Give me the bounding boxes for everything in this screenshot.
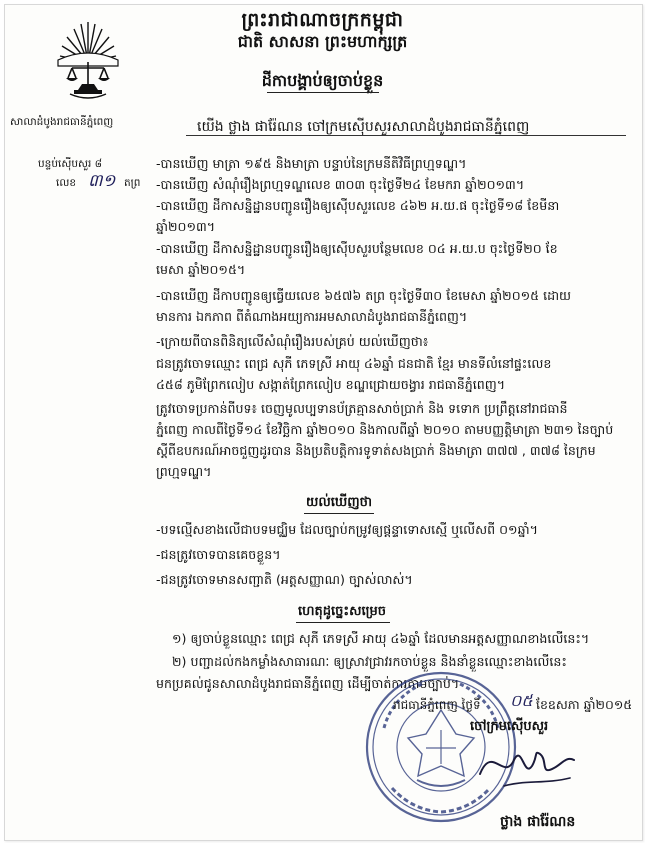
charge-line: ត្រូវចោទប្រកាន់ពីបទ៖ ចេញមូលប្បទានប័ត្រគ្មានសាច់ប្រាក់ និង ទទោក ប្រព្រឹត្តនៅរាជធានី xyxy=(156,401,568,416)
considering-item: -បទល្មើសខាងលើជាបទមជ្ឈិម ដែលច្បាប់កម្រូវឲ្យផ្តន្ទាទោសស្មើ ឬលើសពី ០១ឆ្នាំ។ xyxy=(156,522,538,537)
national-motto: ជាតិ សាសនា ព្រះមហាក្សត្រ xyxy=(237,32,408,51)
considering-item: -ជនត្រូវចោទមានសញ្ជាតិ (អត្តសញ្ញាណ) ច្បាស់លាស់។ xyxy=(156,572,413,587)
investigation-office-label: បន្ទប់ស៊ើបសួរ ៨ xyxy=(38,158,103,170)
whereas-line: ឆ្នាំ២០១៣។ xyxy=(156,219,216,234)
whereas-line: -បានឃើញ ដីកាសន្និដ្ឋានបញ្ជូនរឿងឲ្យស៊ើបសួរលេខ ៤៦២ អ.យ.ផ ចុះថ្ងៃទី១៨ ខែមីនា xyxy=(156,198,560,213)
document-title: ដីកាបង្គាប់ឲ្យចាប់ខ្លួន xyxy=(261,71,384,90)
whereas-line: -បានឃើញ សំណុំរឿងព្រហ្មទណ្ឌលេខ ៣០៣ ចុះថ្ងៃទី២៤ ខែមករា ឆ្នាំ២០១៣។ xyxy=(156,177,525,192)
title-underline xyxy=(267,92,379,93)
accused-identity-line: ជនត្រូវចោទឈ្មោះ ពេជ្រ សុភី ភេទស្រី អាយុ ៤៦ឆ្នាំ ជនជាតិ ខ្មែរ មានទីលំនៅផ្ទះលេខ xyxy=(156,356,552,371)
decision-item: ២) បញ្ជាដល់កងកម្លាំងសាធារណៈ ឲ្យស្រាវជ្រាវរកចាប់ខ្លួន និងនាំខ្លួនឈ្មោះខាងលើនេះ xyxy=(172,654,567,669)
subtitle-rule xyxy=(186,135,626,136)
considering-item: -ជនត្រូវចោទបានគេចខ្លួន។ xyxy=(156,547,281,562)
signature-icon xyxy=(474,720,584,800)
decision-underline xyxy=(296,622,390,623)
reference-suffix: តព្រ xyxy=(124,177,141,189)
accused-address-line: ៤៥៨ ភូមិព្រែកលៀប សង្កាត់ព្រែកលៀប ខណ្ឌជ្រោយចង្វារ រាជធានីភ្នំពេញ។ xyxy=(156,377,505,392)
place-date-prefix: រាជធានីភ្នំពេញ ថ្ងៃទី xyxy=(393,698,481,712)
whereas-line: -ក្រោយពីបានពិនិត្យលើសំណុំរឿងរបស់គ្រប់ យល់ឃើញថា៖ xyxy=(156,334,429,349)
whereas-line: -បានឃើញ មាត្រា ១៩៥ និងមាត្រា បន្ទាប់នៃក្រមនីតិវិធីព្រហ្មទណ្ឌ។ xyxy=(156,156,467,171)
considering-heading: យល់ឃើញថា xyxy=(306,495,373,510)
document-subtitle: យើង ថ្លាង ផារ៉ែណន ចៅក្រមស៊ើបសួរសាលាដំបូងរាជធានីភ្នំពេញ xyxy=(197,119,530,135)
decision-heading: ហេតុដូច្នេះសម្រេច xyxy=(298,604,386,619)
whereas-line: មេសា ឆ្នាំ២០១៥។ xyxy=(156,262,246,277)
whereas-line: -បានឃើញ ដីកាបញ្ជូនឲ្យធ្វើយលេខ ៦៥៧៦ តព្រ ចុះថ្ងៃទី៣០ ខែមេសា ឆ្នាំ២០១៥ ដោយ xyxy=(156,288,572,303)
decision-item: មកប្រគល់ជូនសាលាដំបូងរាជធានីភ្នំពេញ ដើម្បីចាត់ការតាមច្បាប់។ xyxy=(156,676,460,691)
kingdom-title: ព្រះរាជាណាចក្រកម្ពុជា xyxy=(241,9,404,31)
decision-item: ១) ឲ្យចាប់ខ្លួនឈ្មោះ ពេជ្រ សុភី ភេទស្រី អាយុ ៤៦ឆ្នាំ ដែលមានអត្តសញ្ញាណខាងលើនេះ។ xyxy=(172,631,590,646)
considering-underline xyxy=(304,513,374,514)
reference-number-value: ៣១ xyxy=(88,171,116,191)
judge-title: ចៅក្រមស៊ើបសួរ xyxy=(470,719,549,734)
date-day-value: ០៥ xyxy=(510,691,533,710)
whereas-line: មានការ ឯកភាព ពីតំណាងអយ្យការអមសាលាដំបូងរាជធានីភ្នំពេញ។ xyxy=(156,309,468,324)
place-date-suffix: ខែឧសភា ឆ្នាំ២០១៥ xyxy=(536,697,633,712)
whereas-line: -បានឃើញ ដីកាសន្និដ្ឋានបញ្ជូនរឿងឲ្យស៊ើបសួរបន្ថែមលេខ ០៤ អ.យ.ប ចុះថ្ងៃទី២០ ខែ xyxy=(156,241,558,256)
reference-number-label: លេខ xyxy=(56,177,76,189)
court-name: សាលាដំបូងរាជធានីភ្នំពេញ xyxy=(10,116,114,128)
judge-name: ថ្លាង ផារ៉ែណន xyxy=(500,814,576,830)
charge-line: ព្រហ្មទណ្ឌ។ xyxy=(156,464,212,479)
charge-line: ភ្នំពេញ កាលពីថ្ងៃទី១៤ ខែវិច្ឆិកា ឆ្នាំ២០១០ និងកាលពីឆ្នាំ ២០១០ តាមបញ្ញត្តិមាត្រា ២៣១ នៃច្បាប់ xyxy=(156,422,614,437)
charge-line: ស្តីពីឧបករណ៍អាចជួញដូរបាន និងប្រតិបត្តិការទូទាត់សងប្រាក់ និងមាត្រា ៣៧៧ , ៣៧៨ នៃក្រម xyxy=(156,443,596,458)
